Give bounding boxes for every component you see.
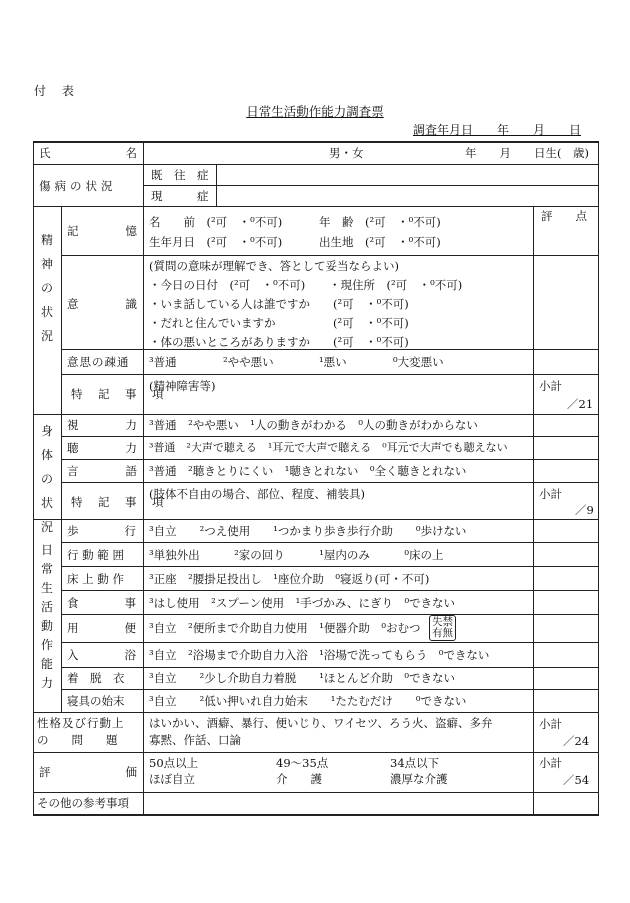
speech-options[interactable]: ³普通 ²聴きとりにくい ¹聴きとれない ⁰全く聴きとれない	[149, 464, 467, 478]
daily-label-bedding: 寝具の始末	[67, 694, 125, 708]
physical-section-label: 身体の状況	[40, 424, 53, 534]
incontinence-top: 失禁	[432, 616, 453, 628]
mental-notes-text[interactable]: (精神障害等)	[149, 379, 216, 393]
daily-opts-walking[interactable]: ³自立 ²つえ使用 ¹つかまり歩き歩行介助 ⁰歩けない	[149, 524, 467, 538]
row-line	[33, 164, 599, 165]
row-line	[33, 206, 599, 207]
eval-col2-line2: 介 護	[276, 772, 322, 786]
physical-notes-label: 特 記 事 項	[71, 495, 166, 509]
daily-label-walking: 歩 行	[67, 524, 136, 538]
form-title: 日常生活動作能力調査票	[246, 104, 384, 119]
mental-notes-label: 特 記 事 項	[71, 387, 166, 401]
row-line	[61, 374, 599, 375]
col-line	[216, 164, 217, 206]
comm-opt-normal[interactable]: ³普通	[149, 355, 177, 369]
mental-section-label: 精神の状況	[40, 233, 53, 343]
row-line	[61, 614, 599, 615]
mental-subtotal-label: 小計	[539, 379, 562, 393]
daily-opts-bathing[interactable]: ³自立 ²浴場まで介助自力入浴 ¹浴場で洗ってもらう ⁰できない	[149, 648, 490, 662]
row-line	[61, 590, 599, 591]
daily-label-eating: 食 事	[67, 596, 136, 610]
current-illness-label: 現 症	[151, 189, 209, 203]
table-border-right	[598, 141, 599, 815]
table-border-bottom	[33, 814, 599, 816]
daily-opts-toilet[interactable]: ³自立 ²便所まで介助自力使用 ¹便器介助 ⁰おむつ	[149, 621, 421, 635]
row-line	[61, 349, 599, 350]
memory-name-item[interactable]: 名 前 (²可 ・⁰不可)	[149, 215, 283, 229]
row-line	[61, 436, 599, 437]
eval-col1-line2: ほぼ自立	[149, 772, 195, 786]
eval-col2-line1: 49～35点	[276, 756, 329, 770]
assessment-table	[33, 141, 599, 815]
score-col-line	[533, 206, 534, 815]
row-line	[33, 519, 599, 520]
comm-opt-bad[interactable]: ¹悪い	[319, 355, 347, 369]
appendix-label: 付 表	[34, 84, 80, 98]
daily-opts-bedding[interactable]: ³自立 ²低い押いれ自力始末 ¹たたむだけ ⁰できない	[149, 694, 467, 708]
other-notes-label: その他の参考事項	[37, 796, 129, 810]
sex-field[interactable]: 男・女	[329, 146, 364, 160]
daily-opts-dressing[interactable]: ³自立 ²少し介助自力着脱 ¹ほとんど介助 ⁰できない	[149, 671, 455, 685]
behavior-text-line2[interactable]: 寡黙、作話、口論	[149, 733, 241, 747]
memory-age-item[interactable]: 年 齢 (²可 ・⁰不可)	[319, 215, 441, 229]
eval-col1-line1: 50点以上	[149, 756, 199, 770]
row-line	[33, 414, 599, 415]
communication-label: 意思の疎通	[67, 355, 130, 369]
eval-subtotal-label: 小計	[539, 756, 562, 770]
row-line	[61, 642, 599, 643]
vision-options[interactable]: ³普通 ²やや悪い ¹人の動きがわかる ⁰人の動きがわからない	[149, 418, 478, 432]
daily-opts-eating[interactable]: ³はし使用 ²スプーン使用 ¹手づかみ、にぎり ⁰できない	[149, 596, 456, 610]
awareness-live-item[interactable]: ・だれと住んでいますか (²可 ・⁰不可)	[149, 316, 409, 330]
row-line	[61, 689, 599, 690]
memory-label: 記 憶	[67, 224, 137, 238]
row-line	[143, 185, 599, 186]
eval-col3-line1: 34点以下	[390, 756, 440, 770]
behavior-label-line1: 性格及び行動上	[37, 716, 125, 730]
daily-label-toilet: 用 便	[67, 621, 136, 635]
injury-label: 傷病の状況	[39, 179, 117, 193]
eval-subtotal-max[interactable]: ／54	[563, 773, 590, 787]
row-line	[61, 459, 599, 460]
row-line	[33, 752, 599, 753]
vision-label: 視 力	[67, 418, 137, 432]
row-line	[61, 542, 599, 543]
daily-label-bathing: 入 浴	[67, 648, 136, 662]
name-label: 氏 名	[39, 146, 137, 160]
incontinence-box[interactable]	[429, 615, 456, 641]
awareness-address-item[interactable]: ・現住所 (²可 ・⁰不可)	[329, 278, 463, 292]
row-line	[61, 482, 599, 483]
survey-date-line[interactable]: 調査年月日 年 月 日	[413, 123, 582, 137]
behavior-label-line2: の 問 題	[37, 733, 118, 747]
daily-label-floor: 床 上 動 作	[67, 572, 124, 586]
incontinence-bottom: 有無	[432, 627, 453, 639]
behavior-subtotal-label: 小計	[539, 717, 562, 731]
behavior-text-line1[interactable]: はいかい、酒癖、暴行、便いじり、ワイセツ、ろう火、盗癖、多弁	[149, 716, 493, 730]
birth-field[interactable]: 年 月 日生( 歳)	[465, 146, 589, 160]
daily-opts-floor[interactable]: ³正座 ²腰掛足投出し ¹座位介助 ⁰寝返り(可・不可)	[149, 572, 430, 586]
evaluation-label: 評 価	[39, 765, 137, 779]
row-line	[33, 792, 599, 793]
row-line	[61, 566, 599, 567]
comm-opt-very-bad[interactable]: ⁰大変悪い	[393, 355, 444, 369]
past-illness-label: 既 往 症	[151, 168, 209, 182]
daily-label-range: 行 動 範 囲	[67, 548, 124, 562]
awareness-note: (質問の意味が理解でき、答として妥当ならよい)	[149, 259, 400, 273]
daily-label-dressing: 着 脱 衣	[67, 671, 125, 685]
hearing-label: 聴 力	[67, 441, 137, 455]
row-line	[61, 255, 599, 256]
awareness-label: 意 識	[67, 297, 137, 311]
awareness-who-item[interactable]: ・いま話している人は誰ですか (²可 ・⁰不可)	[149, 297, 409, 311]
physical-subtotal-label: 小計	[539, 487, 562, 501]
physical-notes-text[interactable]: (肢体不自由の場合、部位、程度、補装具)	[149, 487, 365, 501]
memory-birthdate-item[interactable]: 生年月日 (²可 ・⁰不可)	[149, 235, 283, 249]
speech-label: 言 語	[67, 464, 137, 478]
eval-col3-line2: 濃厚な介護	[390, 772, 448, 786]
memory-birthplace-item[interactable]: 出生地 (²可 ・⁰不可)	[319, 235, 441, 249]
row-line	[61, 667, 599, 668]
comm-opt-slightly-bad[interactable]: ²やや悪い	[223, 355, 274, 369]
row-line	[33, 712, 599, 713]
table-border-top	[33, 141, 599, 143]
table-border-left	[33, 141, 34, 815]
behavior-subtotal-max[interactable]: ／24	[563, 734, 590, 748]
hearing-options[interactable]: ³普通 ²大声で聴える ¹耳元で大声で聴える ⁰耳元で大声でも聴えない	[149, 441, 508, 454]
col-line	[143, 141, 144, 815]
daily-section-label: 日常生活動作能力	[40, 543, 53, 690]
awareness-body-item[interactable]: ・体の悪いところがありますか (²可 ・⁰不可)	[149, 335, 409, 349]
col-line	[61, 206, 62, 712]
daily-opts-range[interactable]: ³単独外出 ²家の回り ¹屋内のみ ⁰床の上	[149, 548, 444, 562]
mental-subtotal-max[interactable]: ／21	[567, 397, 594, 411]
awareness-date-item[interactable]: ・今日の日付 (²可 ・⁰不可)	[149, 278, 306, 292]
score-header: 評 点	[541, 209, 587, 223]
physical-subtotal-max[interactable]: ／9	[575, 503, 594, 517]
